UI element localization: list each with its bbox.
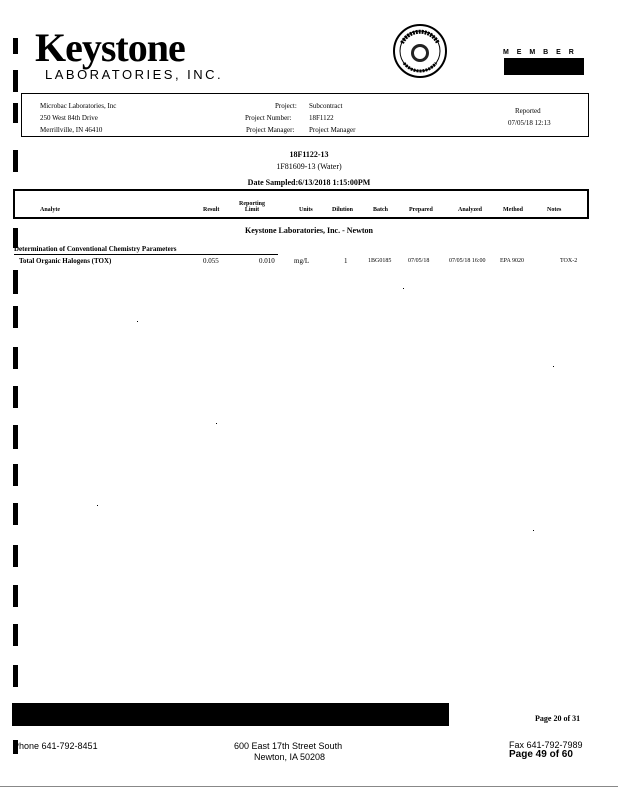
client-name: Microbac Laboratories, Inc xyxy=(40,102,117,110)
footer-page-number: Page 49 of 60 xyxy=(509,749,573,760)
col-method: Method xyxy=(503,207,523,213)
page-label: Page 20 of 31 xyxy=(535,714,581,723)
row-analyzed: 07/05/18 16:00 xyxy=(449,258,486,264)
footer-phone: Phone 641-792-8451 xyxy=(13,741,98,751)
footer-fax: Fax 641-792-7989 xyxy=(509,740,583,750)
footer-rule xyxy=(0,786,618,787)
footer-redaction xyxy=(12,703,449,726)
project-label: Project: xyxy=(275,102,297,110)
row-units: mg/L xyxy=(294,257,310,265)
margin-mark xyxy=(13,38,18,54)
row-analyte: Total Organic Halogens (TOX) xyxy=(19,257,112,265)
scan-speck xyxy=(533,530,534,531)
margin-mark xyxy=(13,665,18,687)
project-number-label: Project Number: xyxy=(245,114,292,122)
project-manager-label: Project Manager: xyxy=(246,126,295,134)
lab-section-title: Keystone Laboratories, Inc. - Newton xyxy=(245,226,373,235)
reported-label: Reported xyxy=(515,107,541,115)
row-method: EPA 9020 xyxy=(500,258,524,264)
margin-mark xyxy=(13,464,18,486)
project-manager-value: Project Manager xyxy=(309,126,356,134)
row-batch: 1BG0185 xyxy=(368,258,392,264)
company-logo: Keystone xyxy=(35,25,185,70)
row-dilution: 1 xyxy=(344,257,348,265)
col-units: Units xyxy=(299,207,313,213)
report-header-box xyxy=(21,93,589,137)
company-logo-subtitle: LABORATORIES, INC. xyxy=(45,67,224,82)
col-dilution: Dilution xyxy=(332,207,354,213)
margin-mark xyxy=(13,270,18,294)
col-analyte: Analyte xyxy=(40,207,60,213)
scan-speck xyxy=(403,288,404,289)
scan-speck xyxy=(553,366,554,367)
client-address-line2: Merrillville, IN 46410 xyxy=(40,126,103,134)
col-analyzed: Analyzed xyxy=(458,207,482,213)
footer-address-line1: 600 East 17th Street South xyxy=(234,741,343,751)
section-title: Determination of Conventional Chemistry Parameters xyxy=(14,245,177,253)
project-value: Subcontract xyxy=(309,102,343,110)
section-rule xyxy=(14,254,278,255)
col-result: Result xyxy=(203,207,220,213)
date-sampled: Date Sampled:6/13/2018 1:15:00PM xyxy=(247,178,371,187)
margin-mark xyxy=(13,624,18,646)
margin-mark xyxy=(13,386,18,408)
row-notes: TOX-2 xyxy=(560,258,578,264)
col-notes: Notes xyxy=(547,207,562,213)
scan-speck xyxy=(216,423,217,424)
scan-speck xyxy=(137,321,138,322)
margin-mark xyxy=(13,585,18,607)
sample-id: 18F1122-13 xyxy=(289,150,329,159)
margin-mark xyxy=(13,103,18,123)
margin-mark xyxy=(13,347,18,369)
accreditation-seal xyxy=(392,23,448,79)
col-batch: Batch xyxy=(373,207,388,213)
row-prepared: 07/05/18 xyxy=(408,258,430,264)
project-number-value: 18F1122 xyxy=(309,114,334,122)
footer-address-line2: Newton, IA 50208 xyxy=(254,752,326,762)
member-label: M E M B E R xyxy=(503,49,577,56)
row-result: 0.055 xyxy=(203,257,219,265)
lab-sample-id: 1F81609-13 (Water) xyxy=(276,162,342,171)
margin-mark xyxy=(13,306,18,328)
client-address-line1: 250 West 84th Drive xyxy=(40,114,98,122)
margin-mark xyxy=(13,425,18,449)
reported-value: 07/05/18 12:13 xyxy=(508,119,551,127)
row-reporting-limit: 0.010 xyxy=(259,257,275,265)
margin-mark xyxy=(13,70,18,92)
col-reporting-limit: Reporting Limit xyxy=(239,201,265,213)
member-redaction xyxy=(504,58,584,75)
scan-speck xyxy=(97,505,98,506)
margin-mark xyxy=(13,545,18,567)
col-prepared: Prepared xyxy=(409,207,433,213)
margin-mark xyxy=(13,503,18,525)
